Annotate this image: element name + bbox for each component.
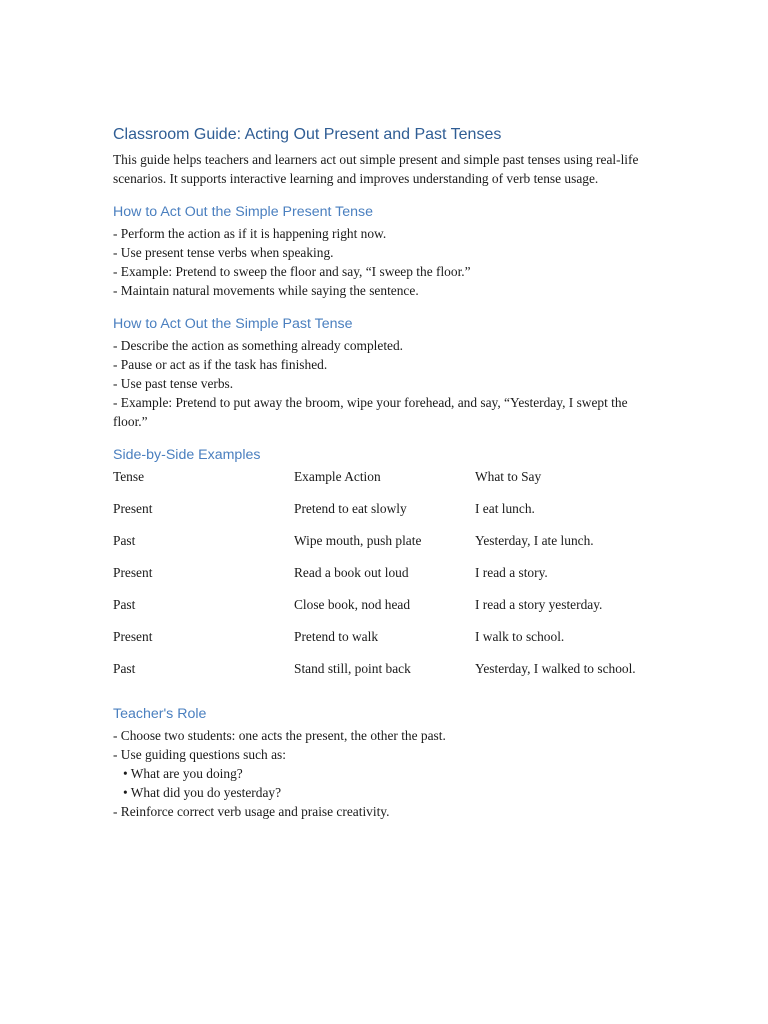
present-tense-list <box>113 224 658 300</box>
teacher-role-list <box>113 726 658 821</box>
table-cell: I walk to school. <box>475 629 565 644</box>
table-cell: Past <box>113 533 136 548</box>
table-cell: Past <box>113 661 136 676</box>
bullet-item: • What are you doing? <box>123 766 243 781</box>
table-cell: Read a book out loud <box>294 565 409 580</box>
examples-heading: Side-by-Side Examples <box>113 447 261 463</box>
list-item: - Use past tense verbs. <box>113 376 234 391</box>
bullet-item: • What did you do yesterday? <box>123 785 282 800</box>
document-content <box>113 124 658 821</box>
table-header-row <box>113 467 658 486</box>
table-cell: Present <box>113 629 153 644</box>
table-cell: Past <box>113 597 136 612</box>
table-row <box>113 646 658 678</box>
column-header-example-action: Example Action <box>294 469 381 484</box>
present-tense-heading: How to Act Out the Simple Present Tense <box>113 204 373 220</box>
table-row <box>113 614 658 646</box>
past-tense-heading: How to Act Out the Simple Past Tense <box>113 316 353 332</box>
table-cell: Yesterday, I walked to school. <box>475 661 636 676</box>
table-cell: Pretend to walk <box>294 629 379 644</box>
table-row <box>113 550 658 582</box>
list-item: - Perform the action as if it is happening right now. <box>113 226 387 241</box>
list-item: - Maintain natural movements while saying the sentence. <box>113 283 419 298</box>
table-cell: Present <box>113 565 153 580</box>
column-header-what-to-say: What to Say <box>475 469 542 484</box>
list-item: - Reinforce correct verb usage and praise creativity. <box>113 804 390 819</box>
table-row <box>113 582 658 614</box>
table-cell: I eat lunch. <box>475 501 535 516</box>
list-item: - Pause or act as if the task has finished. <box>113 357 328 372</box>
list-item: - Describe the action as something already completed. <box>113 338 404 353</box>
table-cell: Stand still, point back <box>294 661 411 676</box>
table-row <box>113 518 658 550</box>
table-cell: I read a story. <box>475 565 548 580</box>
list-item: - Choose two students: one acts the present, the other the past. <box>113 728 446 743</box>
table-cell: Present <box>113 501 153 516</box>
table-cell: Wipe mouth, push plate <box>294 533 422 548</box>
teacher-role-heading: Teacher's Role <box>113 706 207 722</box>
list-item: - Example: Pretend to put away the broom, wipe your forehead, and say, “Yesterday, I swept the floor.” <box>113 395 628 429</box>
list-item: - Use guiding questions such as: <box>113 747 286 762</box>
examples-table <box>113 467 658 678</box>
table-cell: I read a story yesterday. <box>475 597 603 612</box>
table-cell: Yesterday, I ate lunch. <box>475 533 594 548</box>
table-cell: Close book, nod head <box>294 597 411 612</box>
past-tense-list <box>113 336 658 431</box>
column-header-tense: Tense <box>113 469 145 484</box>
table-row <box>113 486 658 518</box>
page-title: Classroom Guide: Acting Out Present and Past Tenses <box>113 126 502 143</box>
intro-paragraph: This guide helps teachers and learners act out simple present and simple past tenses using real-life scenarios. It supports interactive learning and improves understanding of verb tense usage. <box>113 152 639 186</box>
table-cell: Pretend to eat slowly <box>294 501 407 516</box>
list-item: - Use present tense verbs when speaking. <box>113 245 334 260</box>
list-item: - Example: Pretend to sweep the floor and say, “I sweep the floor.” <box>113 264 471 279</box>
